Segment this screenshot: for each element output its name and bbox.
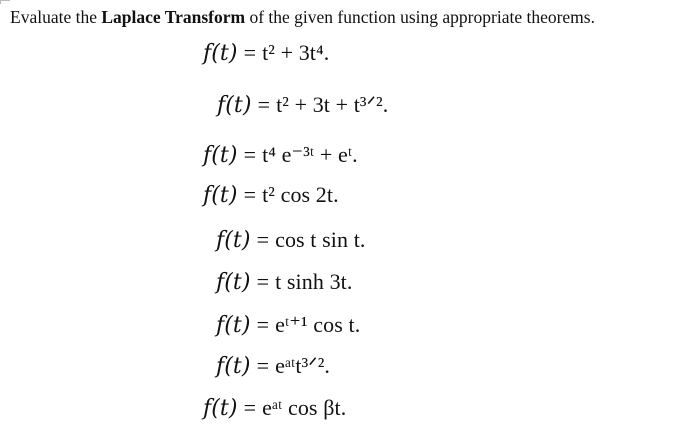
equation-6-lhs: f(t) <box>216 270 251 295</box>
equation-1-equals: = <box>243 40 257 65</box>
question-tail: of the given function using appropriate theorems. <box>245 7 595 27</box>
equation-8 <box>216 352 330 381</box>
equation-6-equals: = <box>256 269 270 294</box>
equation-6 <box>216 268 352 297</box>
equation-9-rhs: eᵃᵗ cos βt. <box>262 395 347 420</box>
equation-1-lhs: f(t) <box>203 41 238 66</box>
equation-2-lhs: f(t) <box>217 93 252 118</box>
question-instruction <box>10 6 688 28</box>
equation-7-equals: = <box>256 312 270 337</box>
equation-7-lhs: f(t) <box>216 313 251 338</box>
equation-3-lhs: f(t) <box>203 143 238 168</box>
equation-6-rhs: t sinh 3t. <box>275 269 353 294</box>
equation-4-equals: = <box>243 182 257 207</box>
question-emphasis: Laplace Transform <box>101 7 246 27</box>
question-lead: Evaluate the <box>10 7 102 27</box>
equation-7-rhs: eᵗ⁺¹ cos t. <box>275 312 361 337</box>
equation-3-equals: = <box>243 142 257 167</box>
equation-3-rhs: t⁴ e⁻³ᵗ + eᵗ. <box>262 142 358 167</box>
equation-7 <box>216 311 360 340</box>
equation-3 <box>203 141 358 170</box>
equation-2 <box>217 91 388 120</box>
corner-mark <box>0 0 10 4</box>
equation-5-equals: = <box>256 227 270 252</box>
equation-5-lhs: f(t) <box>216 228 251 253</box>
equation-9 <box>203 394 346 423</box>
equation-9-equals: = <box>243 395 257 420</box>
equation-2-equals: = <box>257 92 271 117</box>
equation-8-rhs: eᵃᵗt³ᐟ². <box>275 353 330 378</box>
equation-1-rhs: t² + 3t⁴. <box>262 40 330 65</box>
equation-4-rhs: t² cos 2t. <box>262 182 339 207</box>
equation-8-lhs: f(t) <box>216 354 251 379</box>
equation-4 <box>203 181 339 210</box>
equation-4-lhs: f(t) <box>203 183 238 208</box>
equation-2-rhs: t² + 3t + t³ᐟ². <box>276 92 389 117</box>
equation-8-equals: = <box>256 353 270 378</box>
equation-9-lhs: f(t) <box>203 396 238 421</box>
equation-1 <box>203 39 329 68</box>
equation-5-rhs: cos t sin t. <box>275 227 366 252</box>
equation-5 <box>216 226 366 255</box>
